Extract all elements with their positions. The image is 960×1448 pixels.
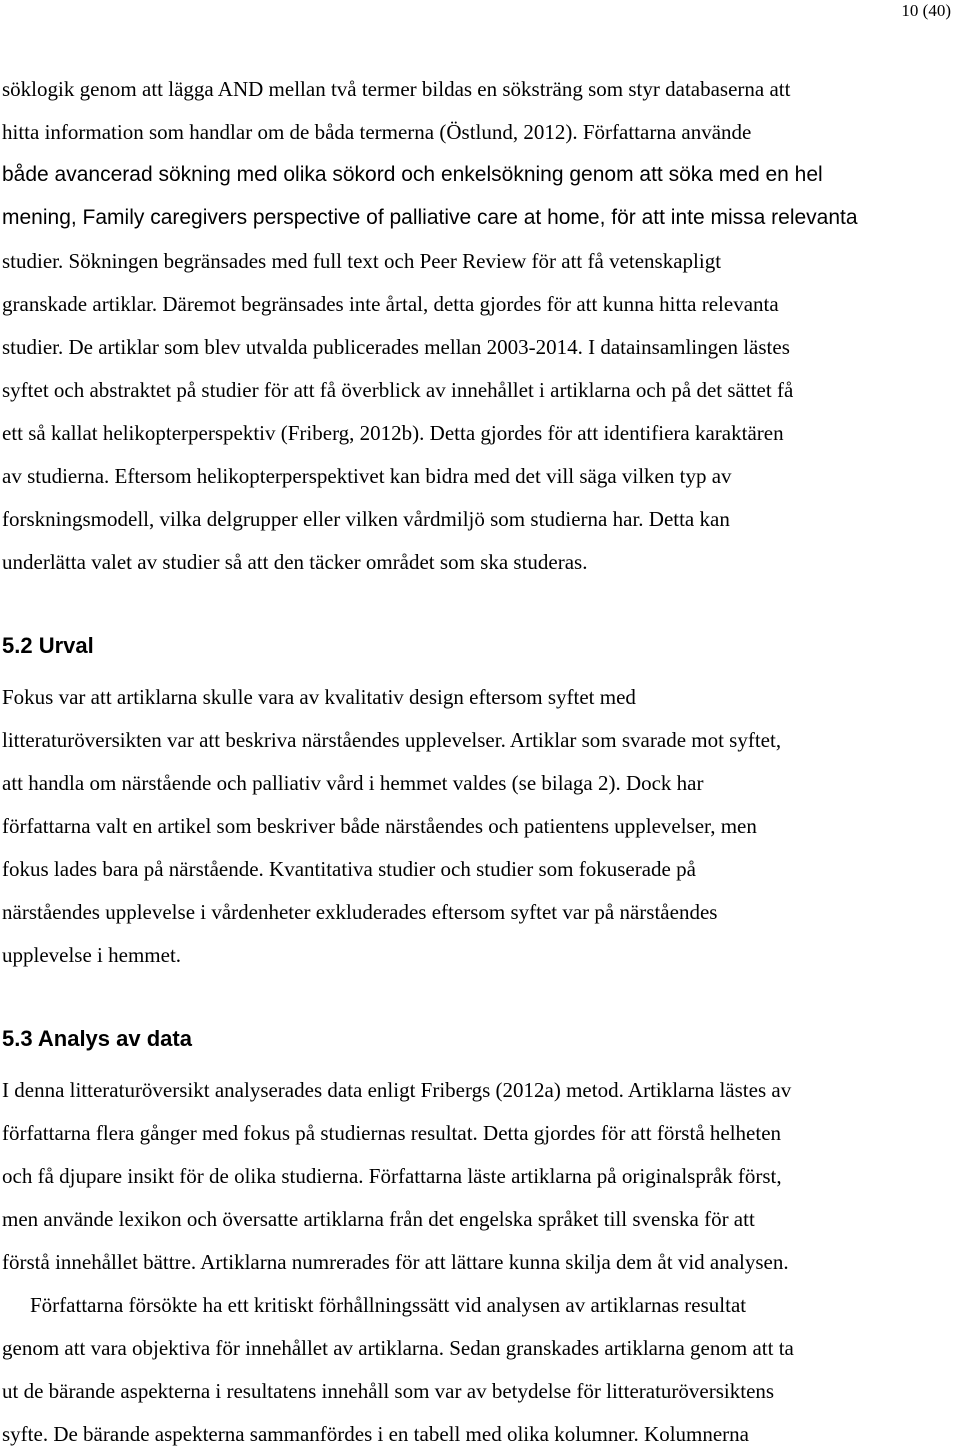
text-line: litteraturöversikten var att beskriva närståendes upplevelser. Artiklar som svarade mot syftet, — [2, 728, 782, 752]
text-line: av studierna. Eftersom helikopterperspektivet kan bidra med det vill säga vilken typ av — [2, 464, 732, 488]
text-line: studier. Sökningen begränsades med full text och Peer Review för att få vetenskapligt — [2, 249, 722, 273]
text-line: och få djupare insikt för de olika studierna. Författarna läste artiklarna på originalspråk först, — [2, 1164, 782, 1188]
text-line: söklogik genom att lägga AND mellan två termer bildas en söksträng som styr databaserna att — [2, 77, 791, 101]
text-line: upplevelse i hemmet. — [2, 943, 182, 967]
text-line: ett så kallat helikopterperspektiv (Friberg, 2012b). Detta gjordes för att identifiera karaktären — [2, 421, 784, 445]
text-line: ut de bärande aspekterna i resultatens innehåll som var av betydelse för litteraturöversiktens — [2, 1379, 775, 1403]
text-line: Fokus var att artiklarna skulle vara av kvalitativ design eftersom syftet med — [2, 685, 636, 709]
text-line: forskningsmodell, vilka delgrupper eller vilken vårdmiljö som studierna har. Detta kan — [2, 507, 730, 531]
section-heading: 5.2 Urval — [2, 633, 94, 658]
text-line: fokus lades bara på närstående. Kvantitativa studier och studier som fokuserade på — [2, 857, 696, 881]
text-line: underlätta valet av studier så att den täcker området som ska studeras. — [2, 550, 588, 574]
text-line: författarna flera gånger med fokus på studiernas resultat. Detta gjordes för att förstå helheten — [2, 1121, 782, 1145]
text-line: men använde lexikon och översatte artiklarna från det engelska språket till svenska för att — [2, 1207, 755, 1231]
text-line: hitta information som handlar om de båda termerna (Östlund, 2012). Författarna använde — [2, 120, 752, 144]
text-line: att handla om närstående och palliativ vård i hemmet valdes (se bilaga 2). Dock har — [2, 771, 704, 795]
text-line: studier. De artiklar som blev utvalda publicerades mellan 2003-2014. I datainsamlingen lästes — [2, 335, 790, 359]
text-line: både avancerad sökning med olika sökord och enkelsökning genom att söka med en hel — [2, 163, 823, 186]
section-heading: 5.3 Analys av data — [2, 1026, 192, 1051]
text-line-indented: Författarna försökte ha ett kritiskt förhållningssätt vid analysen av artiklarnas resultat — [30, 1293, 747, 1317]
page-number: 10 (40) — [901, 1, 951, 20]
text-line: I denna litteraturöversikt analyserades data enligt Fribergs (2012a) metod. Artiklarna lästes av — [2, 1078, 792, 1102]
text-line: granskade artiklar. Däremot begränsades inte årtal, detta gjordes för att kunna hitta relevanta — [2, 292, 779, 316]
text-line: närståendes upplevelse i vårdenheter exkluderades eftersom syftet var på närståendes — [2, 900, 718, 924]
text-line: syftet och abstraktet på studier för att få överblick av innehållet i artiklarna och på det sättet få — [2, 378, 794, 402]
text-line: genom att vara objektiva för innehållet av artiklarna. Sedan granskades artiklarna genom att ta — [2, 1336, 794, 1360]
text-line: mening, Family caregivers perspective of palliative care at home, för att inte missa relevanta — [2, 206, 858, 229]
text-line: författarna valt en artikel som beskriver både närståendes och patientens upplevelser, men — [2, 814, 757, 838]
text-line: förstå innehållet bättre. Artiklarna numrerades för att lättare kunna skilja dem åt vid analysen. — [2, 1250, 789, 1274]
text-line: syfte. De bärande aspekterna sammanfördes i en tabell med olika kolumner. Kolumnerna — [2, 1422, 749, 1446]
